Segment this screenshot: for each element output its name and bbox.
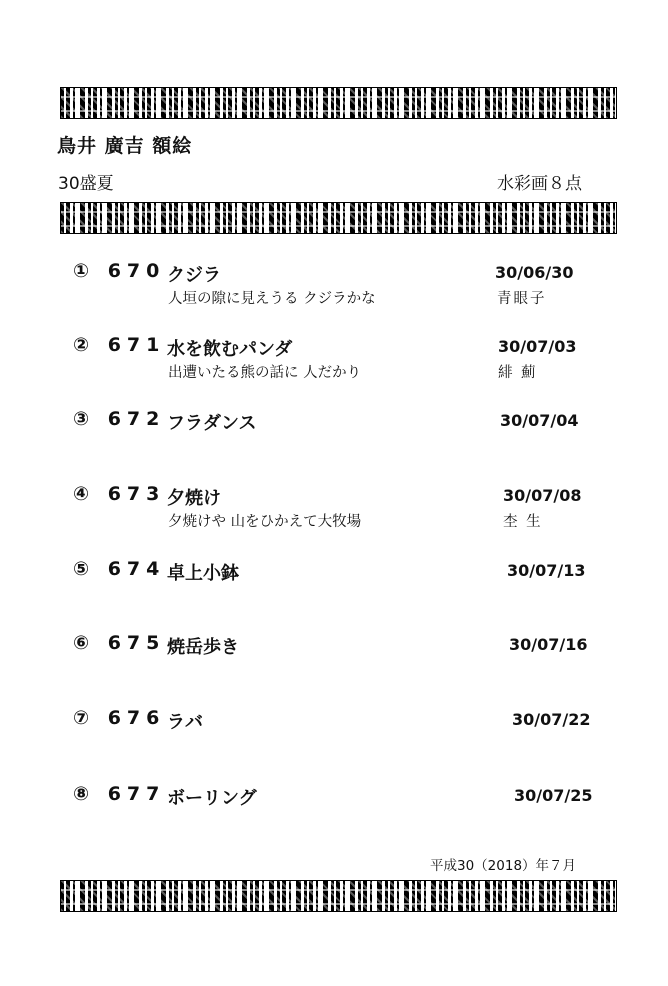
decorative-crowd-band-bottom — [60, 880, 617, 912]
entry-poet: 杢 生 — [503, 514, 543, 530]
author-title: 鳥井 廣吉 額絵 — [57, 135, 193, 157]
entry-title: フラダンス — [167, 413, 257, 434]
entry-title: ボーリング — [167, 788, 257, 809]
artwork-entry — [0, 558, 668, 618]
entry-title: 卓上小鉢 — [167, 563, 239, 584]
entry-date: 30/07/03 — [498, 337, 577, 356]
entry-date: 30/07/13 — [507, 561, 586, 580]
entry-date: 30/07/08 — [503, 486, 582, 505]
artwork-entry — [0, 334, 668, 394]
decorative-crowd-band-middle — [60, 202, 617, 234]
entry-title: 夕焼け — [167, 488, 221, 509]
entry-poet: 緋 薊 — [498, 365, 538, 381]
entry-number: ⑦ 676 — [73, 707, 166, 729]
entry-number: ④ 673 — [73, 483, 166, 505]
entry-poet: 青眼子 — [497, 291, 547, 307]
entry-date: 30/07/04 — [500, 411, 579, 430]
entry-haiku: 人垣の隙に見えうる クジラかな — [168, 291, 376, 307]
entry-haiku: 夕焼けや 山をひかえて大牧場 — [168, 514, 362, 530]
decorative-crowd-band-top — [60, 87, 617, 119]
medium-label: 水彩画８点 — [497, 174, 582, 194]
entry-number: ③ 672 — [73, 408, 166, 430]
entry-title: ラバ — [167, 712, 203, 733]
artwork-entry — [0, 783, 668, 843]
publication-date: 平成30（2018）年７月 — [430, 858, 577, 874]
artwork-entry — [0, 707, 668, 767]
entry-number: ⑧ 677 — [73, 783, 166, 805]
entry-number: ⑤ 674 — [73, 558, 166, 580]
artwork-entry — [0, 632, 668, 692]
entry-title: 焼岳歩き — [167, 637, 239, 658]
entry-number: ① 670 — [73, 260, 166, 282]
entry-date: 30/07/22 — [512, 710, 591, 729]
entry-number: ② 671 — [73, 334, 166, 356]
entry-date: 30/06/30 — [495, 263, 574, 282]
artwork-entry — [0, 483, 668, 543]
entry-haiku: 出遭いたる熊の話に 人だかり — [168, 365, 362, 381]
entry-number: ⑥ 675 — [73, 632, 166, 654]
entry-title: クジラ — [167, 265, 221, 286]
artwork-entry — [0, 408, 668, 468]
artwork-entry — [0, 260, 668, 320]
entry-title: 水を飲むパンダ — [167, 339, 293, 360]
entry-date: 30/07/25 — [514, 786, 593, 805]
season-label: 30盛夏 — [58, 174, 114, 194]
entry-date: 30/07/16 — [509, 635, 588, 654]
